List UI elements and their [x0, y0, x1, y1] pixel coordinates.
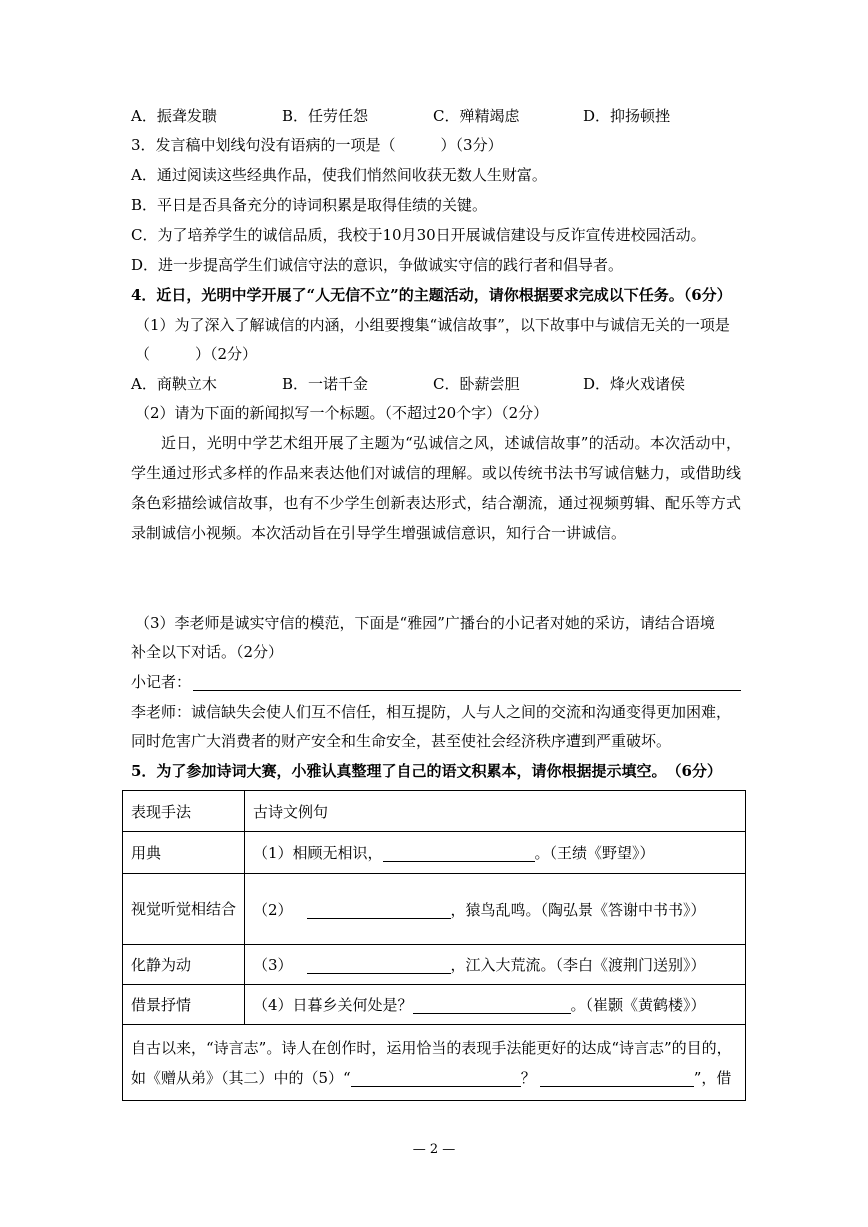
q3-option-c: C．为了培养学生的诚信品质，我校于10月30日开展诚信建设与反诈宣传进校园活动。 — [131, 226, 706, 244]
row4-suffix: 。（崔颢《黄鹤楼》） — [570, 996, 706, 1014]
news-paragraph: 近日，光明中学艺术组开展了主题为“弘诚信之风，述诚信故事”的活动。本次活动中，学生通过形式多样的作品来表达他们对诚信的理解。或以传统书法书写诚信魅力，或借助线条色彩描绘诚信故事，也有不少学生创新表达形式，结合潮流，通过视频剪辑、配乐等方式录制诚信小视频。本次活动旨在引导学生增强诚信意识，知行合一讲诚信。 — [131, 434, 741, 542]
q3-option-d: D．进一步提高学生们诚信守法的意识，争做诚实守信的践行者和倡导者。 — [131, 256, 624, 274]
row3-suffix: ，江入大荒流。（李白《渡荆门送别》） — [450, 956, 706, 974]
q3-option-a: A．通过阅读这些经典作品，使我们悄然间收获无数人生财富。 — [131, 166, 547, 184]
header-example: 古诗文例句 — [245, 791, 746, 832]
q5-stem: 5．为了参加诗词大赛，小雅认真整理了自己的语文积累本，请你根据提示填空。 （6分） — [131, 762, 722, 780]
row1-example — [245, 832, 746, 874]
row3-blank[interactable] — [307, 957, 451, 974]
q4-sub3-line1: （3）李老师是诚实守信的模范，下面是“雅园”广播台的小记者对她的采访，请结合语境 — [135, 614, 715, 632]
row1-prefix: （1）相顾无相识， — [253, 844, 383, 862]
row1-suffix: 。（王绩《野望》） — [534, 844, 655, 862]
header-technique: 表现手法 — [123, 791, 245, 832]
note-line2-prefix: 如《赠从弟》（其二）中的（5）“ — [131, 1068, 351, 1087]
q4-sub1-line1: （1）为了深入了解诚信的内涵，小组要搜集“诚信故事”，以下故事中与诚信无关的一项是 — [135, 316, 730, 334]
row3-example — [245, 945, 746, 985]
q4-option-a: A．商鞅立木 — [131, 375, 217, 393]
row2-prefix: （2） — [253, 900, 293, 919]
row1-technique: 用典 — [123, 832, 245, 874]
q4-sub2: （2）请为下面的新闻拟写一个标题。（不超过20个字）（2分） — [135, 404, 549, 422]
note-line2 — [131, 1063, 737, 1093]
q4-option-b: B．一诺千金 — [282, 375, 369, 393]
reporter-line — [131, 672, 741, 692]
row2-example — [245, 874, 746, 945]
row1-blank[interactable] — [383, 845, 535, 862]
table-row — [123, 945, 746, 985]
table-row — [123, 874, 746, 945]
teacher-line1: 李老师：诚信缺失会使人们互不信任，相互提防，人与人之间的交流和沟通变得更加困难， — [131, 703, 732, 721]
q3-stem: 3．发言稿中划线句没有语病的一项是（ ）（3分） — [131, 136, 503, 154]
q2-option-b: B．任劳任怨 — [282, 107, 369, 125]
row4-example — [245, 985, 746, 1025]
q4-sub3-line2: 补全以下对话。（2分） — [131, 643, 284, 661]
q2-option-a: A．振聋发聩 — [131, 107, 217, 125]
note-blank-1[interactable] — [351, 1070, 521, 1087]
table-row — [123, 985, 746, 1025]
row4-technique: 借景抒情 — [123, 985, 245, 1025]
q4-sub1-line2: （ ）（2分） — [135, 345, 258, 363]
row3-technique: 化静为动 — [123, 945, 245, 985]
row4-blank[interactable] — [413, 997, 571, 1014]
row4-prefix: （4）日暮乡关何处是？ — [253, 996, 413, 1014]
q4-stem: 4．近日，光明中学开展了“人无信不立”的主题活动，请你根据要求完成以下任务。（6分） — [131, 286, 732, 304]
note-cell — [123, 1025, 746, 1101]
q3-option-b: B．平日是否具备充分的诗词积累是取得佳绩的关键。 — [131, 196, 488, 214]
note-line2-suffix: ”，借 — [693, 1068, 732, 1087]
q4-option-d: D．烽火戏诸侯 — [583, 375, 686, 393]
teacher-line2: 同时危害广大消费者的财产安全和生命安全，甚至使社会经济秩序遭到严重破坏。 — [131, 732, 672, 750]
row2-suffix: ，猿鸟乱鸣。（陶弘景《答谢中书书》） — [450, 900, 706, 919]
reporter-label: 小记者： — [131, 673, 192, 691]
q4-option-c: C．卧薪尝胆 — [433, 375, 520, 393]
table-row — [123, 832, 746, 874]
table-row — [123, 1025, 746, 1101]
note-question-mark: ？ — [520, 1068, 536, 1087]
row2-blank[interactable] — [307, 902, 451, 919]
row2-technique: 视觉听觉相结合 — [123, 874, 245, 945]
table-header-row — [123, 791, 746, 832]
page-number: — 2 — — [412, 1142, 456, 1157]
reporter-answer-blank[interactable] — [193, 674, 741, 691]
q2-option-d: D．抑扬顿挫 — [583, 107, 671, 125]
accumulation-table — [122, 790, 746, 1101]
row3-prefix: （3） — [253, 956, 293, 974]
q2-option-c: C．殚精竭虑 — [433, 107, 520, 125]
note-line1: 自古以来，“诗言志”。诗人在创作时，运用恰当的表现手法能更好的达成“诗言志”的目的， — [131, 1038, 732, 1057]
note-blank-2[interactable] — [540, 1070, 694, 1087]
